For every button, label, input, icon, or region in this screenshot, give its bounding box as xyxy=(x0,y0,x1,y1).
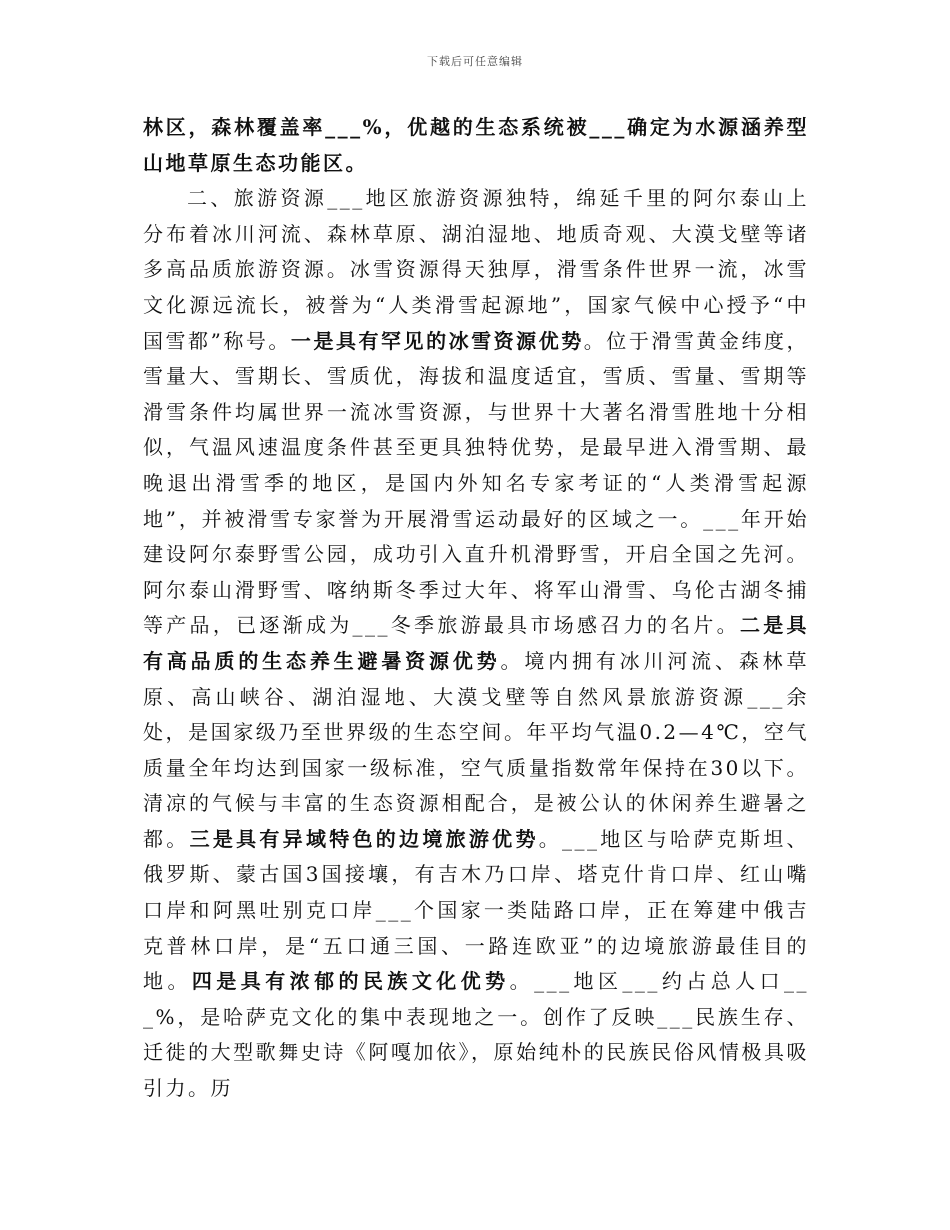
point4-text: 。___地区___约占总人口___%，是哈萨克文化的集中表现地之一。创作了反映___民族生存、迁徙的大型歌舞史诗《阿嘎加依》，原始纯朴的民族民俗风情极具吸引力。历 xyxy=(143,969,810,1101)
tourism-intro: 二、旅游资源___地区旅游资源独特，绵延千里的阿尔泰山上分布着冰川河流、森林草原、湖泊湿地、地质奇观、大漠戈壁等诸多高品质旅游资源。冰雪资源得天独厚，滑雪条件世界一流，冰雪文化源远流长，被誉为“人类滑雪起源地”，国家气候中心授予“中国雪都”称号。 xyxy=(143,186,809,353)
paragraph-forest-coverage: 林区，森林覆盖率___%，优越的生态系统被___确定为水源涵养型山地草原生态功能区。 xyxy=(143,115,809,175)
point2-text: 。境内拥有冰川河流、森林草原、高山峡谷、湖泊湿地、大漠戈壁等自然风景旅游资源___余处，是国家级乃至世界级的生态空间。年平均气温0.2—4℃，空气质量全年均达到国家一级标准，空气质量指数常年保持在30以下。清凉的气候与丰富的生态资源相配合，是被公认的休闲养生避暑之都。 xyxy=(143,648,809,851)
point4-title: 四是具有浓郁的民族文化优势 xyxy=(191,969,510,994)
point1-title: 一是具有罕见的冰雪资源优势 xyxy=(290,328,584,353)
point3-text: 。___地区与哈萨克斯坦、俄罗斯、蒙古国3国接壤，有吉木乃口岸、塔克什肯口岸、红山嘴口岸和阿黑吐别克口岸___个国家一类陆路口岸，正在筹建中俄吉克普林口岸，是“五口通三国、一路连欧亚”的边境旅游最佳目的地。 xyxy=(143,826,810,994)
paragraph-tourism-resources xyxy=(143,181,809,1106)
point1-text: 。位于滑雪黄金纬度，雪量大、雪期长、雪质优，海拔和温度适宜，雪质、雪量、雪期等滑雪条件均属世界一流冰雪资源，与世界十大著名滑雪胜地十分相似，气温风速温度条件甚至更具独特优势，是最早进入滑雪期、最晚退出滑雪季的地区，是国内外知名专家考证的“人类滑雪起源地”，并被滑雪专家誉为开展滑雪运动最好的区域之一。___年开始建设阿尔泰野雪公园，成功引入直升机滑野雪，开启全国之先河。阿尔泰山滑野雪、喀纳斯冬季过大年、将军山滑雪、乌伦古湖冬捕等产品，已逐渐成为___冬季旅游最具市场感召力的名片。 xyxy=(143,328,810,638)
page-header: 下载后可任意编辑 xyxy=(427,55,523,68)
document-body xyxy=(143,110,809,1107)
point2-title: 二是具有高品质的生态养生避暑资源优势 xyxy=(143,613,810,673)
point3-title: 三是具有异域特色的边境旅游优势 xyxy=(189,826,539,851)
